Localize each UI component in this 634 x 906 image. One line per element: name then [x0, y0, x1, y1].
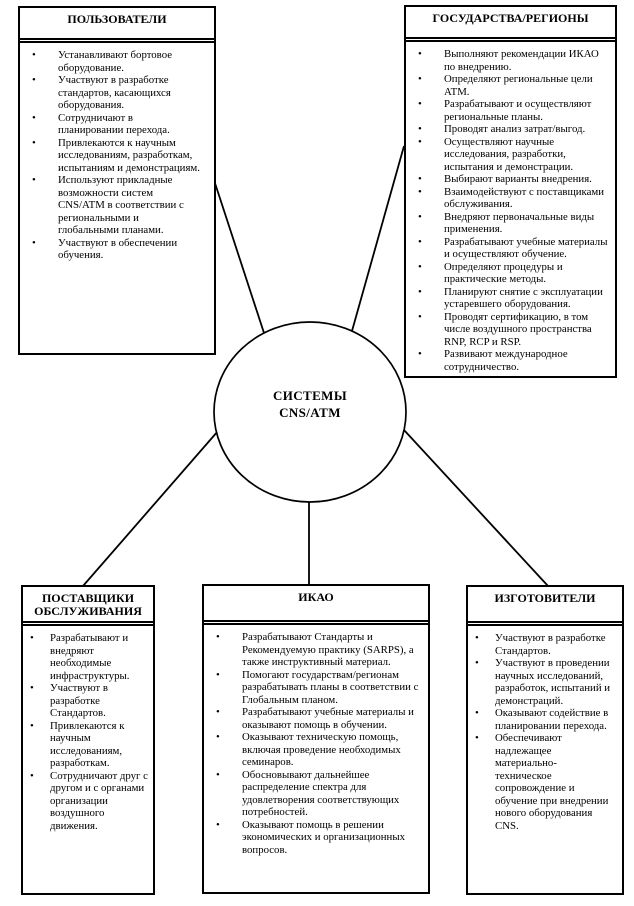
list-item [468, 657, 612, 707]
list-item [406, 286, 611, 311]
list-item-text: Используют прикладные возможности систем CNS/ATM в соответствии с региональными и глобальными планами. [58, 174, 184, 236]
bullet-icon: • [418, 98, 422, 110]
bullet-icon: • [216, 731, 220, 743]
list-item [23, 632, 150, 682]
states-regions-box-body [406, 40, 615, 376]
bullet-icon: • [418, 210, 422, 223]
states-regions-box-header [406, 7, 615, 39]
bullet-icon: • [216, 631, 220, 643]
bullet-icon: • [418, 285, 422, 298]
list-item-text: Разрабатывают учебные материалы и осуществляют обучение. [444, 235, 608, 260]
manufacturers-box-title: ИЗГОТОВИТЕЛИ [494, 591, 596, 605]
bullet-icon: • [418, 185, 422, 198]
list-item-text: Взаимодействуют с поставщиками обслуживания. [444, 185, 605, 210]
bullet-icon: • [32, 236, 36, 249]
list-item [204, 731, 422, 769]
list-item-text: Обеспечивают надлежащее материально-техническое сопровождение и обучение при внедрении нового оборудования CNS. [495, 732, 609, 832]
icao-box-body [204, 623, 428, 892]
bullet-icon: • [30, 682, 34, 694]
list-item [20, 112, 200, 137]
connector-providers-line [83, 431, 218, 586]
list-item-text: Участвуют в разработке Стандартов. [495, 632, 606, 657]
center-title-line2: CNS/ATM [279, 405, 341, 420]
list-item-text: Сотрудничают друг с другом и с органами организации воздушного движения. [50, 769, 148, 832]
bullet-icon: • [418, 348, 422, 360]
users-box-body [20, 41, 214, 353]
list-item [406, 136, 611, 174]
icao-box-header [204, 586, 428, 622]
bullet-icon: • [418, 135, 422, 148]
icao-box [202, 584, 430, 894]
service-providers-box-header [23, 587, 153, 623]
list-item [23, 682, 150, 720]
bullet-icon: • [418, 310, 422, 323]
list-item [20, 137, 200, 175]
list-item-text: Участвуют в проведении научных исследований, разработок, испытаний и демонстраций. [495, 657, 611, 707]
bullet-icon: • [32, 174, 36, 186]
list-item [204, 769, 422, 819]
list-item-text: Разрабатывают учебные материалы и оказывают помощь в обучении. [242, 706, 414, 731]
list-item-text: Проводят анализ затрат/выгод. [444, 123, 586, 135]
list-item [406, 211, 611, 236]
center-title-line1: СИСТЕМЫ [272, 388, 348, 403]
list-item [468, 632, 612, 657]
manufacturers-box [466, 585, 624, 895]
manufacturers-box-header [468, 587, 622, 623]
users-box [18, 6, 216, 355]
list-item-text: Обосновывают дальнейшее распределение спектра для удовлетворения соответствующих потребностей. [242, 768, 400, 818]
list-item-text: Разрабатывают и внедряют необходимые инфраструктуры. [50, 632, 130, 682]
list-item-text: Осуществляют научные исследования, разработки, испытания и демонстрации. [444, 135, 574, 173]
bullet-icon: • [475, 657, 479, 669]
list-item [20, 49, 200, 74]
list-item [468, 707, 612, 732]
list-item [23, 770, 150, 833]
list-item [204, 631, 422, 669]
list-item [204, 819, 422, 857]
bullet-icon: • [418, 48, 422, 60]
bullet-icon: • [418, 235, 422, 248]
list-item-text: Планируют снятие с эксплуатации устаревшего оборудования. [444, 285, 603, 310]
users-box-title: ПОЛЬЗОВАТЕЛИ [67, 12, 167, 26]
center-node-label [214, 387, 406, 421]
list-item [406, 348, 611, 373]
bullet-icon: • [216, 668, 220, 681]
bullet-icon: • [418, 123, 422, 135]
bullet-icon: • [418, 73, 422, 85]
service-providers-box [21, 585, 155, 895]
bullet-icon: • [216, 706, 220, 718]
list-item [406, 186, 611, 211]
list-item [406, 261, 611, 286]
list-item [23, 720, 150, 770]
bullet-icon: • [32, 49, 36, 61]
bullet-icon: • [418, 173, 422, 185]
list-item-text: Привлекаются к научным исследованиям, разработкам. [50, 719, 125, 769]
list-item-text: Разрабатывают Стандарты и Рекомендуемую практику (SARPS), а также инструктивный материал. [242, 631, 414, 668]
list-item-text: Оказывают помощь в решении экономических и организационных вопросов. [242, 818, 405, 856]
list-item-text: Участвуют в разработке Стандартов. [50, 682, 108, 719]
icao-box-title: ИКАО [298, 590, 334, 604]
bullet-icon: • [216, 768, 220, 781]
list-item [406, 73, 611, 98]
list-item-text: Внедряют первоначальные виды применения. [444, 210, 595, 235]
connector-manufacturers-line [404, 430, 548, 586]
bullet-icon: • [475, 632, 479, 644]
bullet-icon: • [216, 818, 220, 831]
bullet-icon: • [32, 74, 36, 86]
states-regions-box [404, 5, 617, 378]
manufacturers-box-body [468, 624, 622, 893]
list-item [468, 732, 612, 832]
list-item-text: Устанавливают бортовое оборудование. [58, 49, 173, 74]
states-regions-box-title: ГОСУДАРСТВА/РЕГИОНЫ [432, 11, 589, 25]
list-item-text: Определяют региональные цели ATM. [444, 73, 593, 98]
bullet-icon: • [32, 111, 36, 124]
service-providers-box-body [23, 624, 153, 893]
list-item-text: Привлекаются к научным исследованиям, разработкам, испытаниям и демонстрациям. [58, 136, 200, 174]
list-item-text: Выполняют рекомендации ИКАО по внедрению. [444, 48, 599, 73]
list-item [20, 237, 200, 262]
list-item-text: Помогают государствам/регионам разрабатывать планы в соответствии с Глобальным планом. [242, 668, 419, 706]
list-item [20, 174, 200, 237]
list-item-text: Оказывают содействие в планировании перехода. [495, 707, 609, 732]
list-item [406, 123, 611, 136]
list-item-text: Оказывают техническую помощь, включая проведение необходимых семинаров. [242, 731, 401, 768]
bullet-icon: • [475, 732, 479, 744]
connector-users-line [213, 177, 264, 333]
bullet-icon: • [30, 632, 34, 644]
list-item [406, 98, 611, 123]
list-item-text: Проводят сертификацию, в том числе воздушного пространства RNP, RCP и RSP. [444, 310, 592, 348]
list-item [406, 311, 611, 349]
list-item [406, 173, 611, 186]
service-providers-box-title: ПОСТАВЩИКИ ОБСЛУЖИВАНИЯ [34, 591, 142, 618]
bullet-icon: • [30, 769, 34, 782]
bullet-icon: • [30, 719, 34, 732]
list-item-text: Разрабатывают и осуществляют региональные планы. [444, 98, 592, 123]
list-item [204, 669, 422, 707]
list-item-text: Выбирают варианты внедрения. [444, 173, 592, 185]
bullet-icon: • [32, 136, 36, 149]
connector-states-line [352, 146, 404, 331]
list-item [204, 706, 422, 731]
users-box-header [20, 8, 214, 40]
list-item-text: Развивают международное сотрудничество. [444, 348, 568, 373]
list-item-text: Определяют процедуры и практические методы. [444, 260, 563, 285]
list-item-text: Участвуют в обеспечении обучения. [58, 236, 178, 261]
list-item [20, 74, 200, 112]
list-item [406, 236, 611, 261]
list-item-text: Сотрудничают в планировании перехода. [58, 111, 170, 136]
list-item-text: Участвуют в разработке стандартов, касающихся оборудования. [58, 74, 171, 111]
bullet-icon: • [418, 260, 422, 273]
list-item [406, 48, 611, 73]
bullet-icon: • [475, 707, 479, 719]
